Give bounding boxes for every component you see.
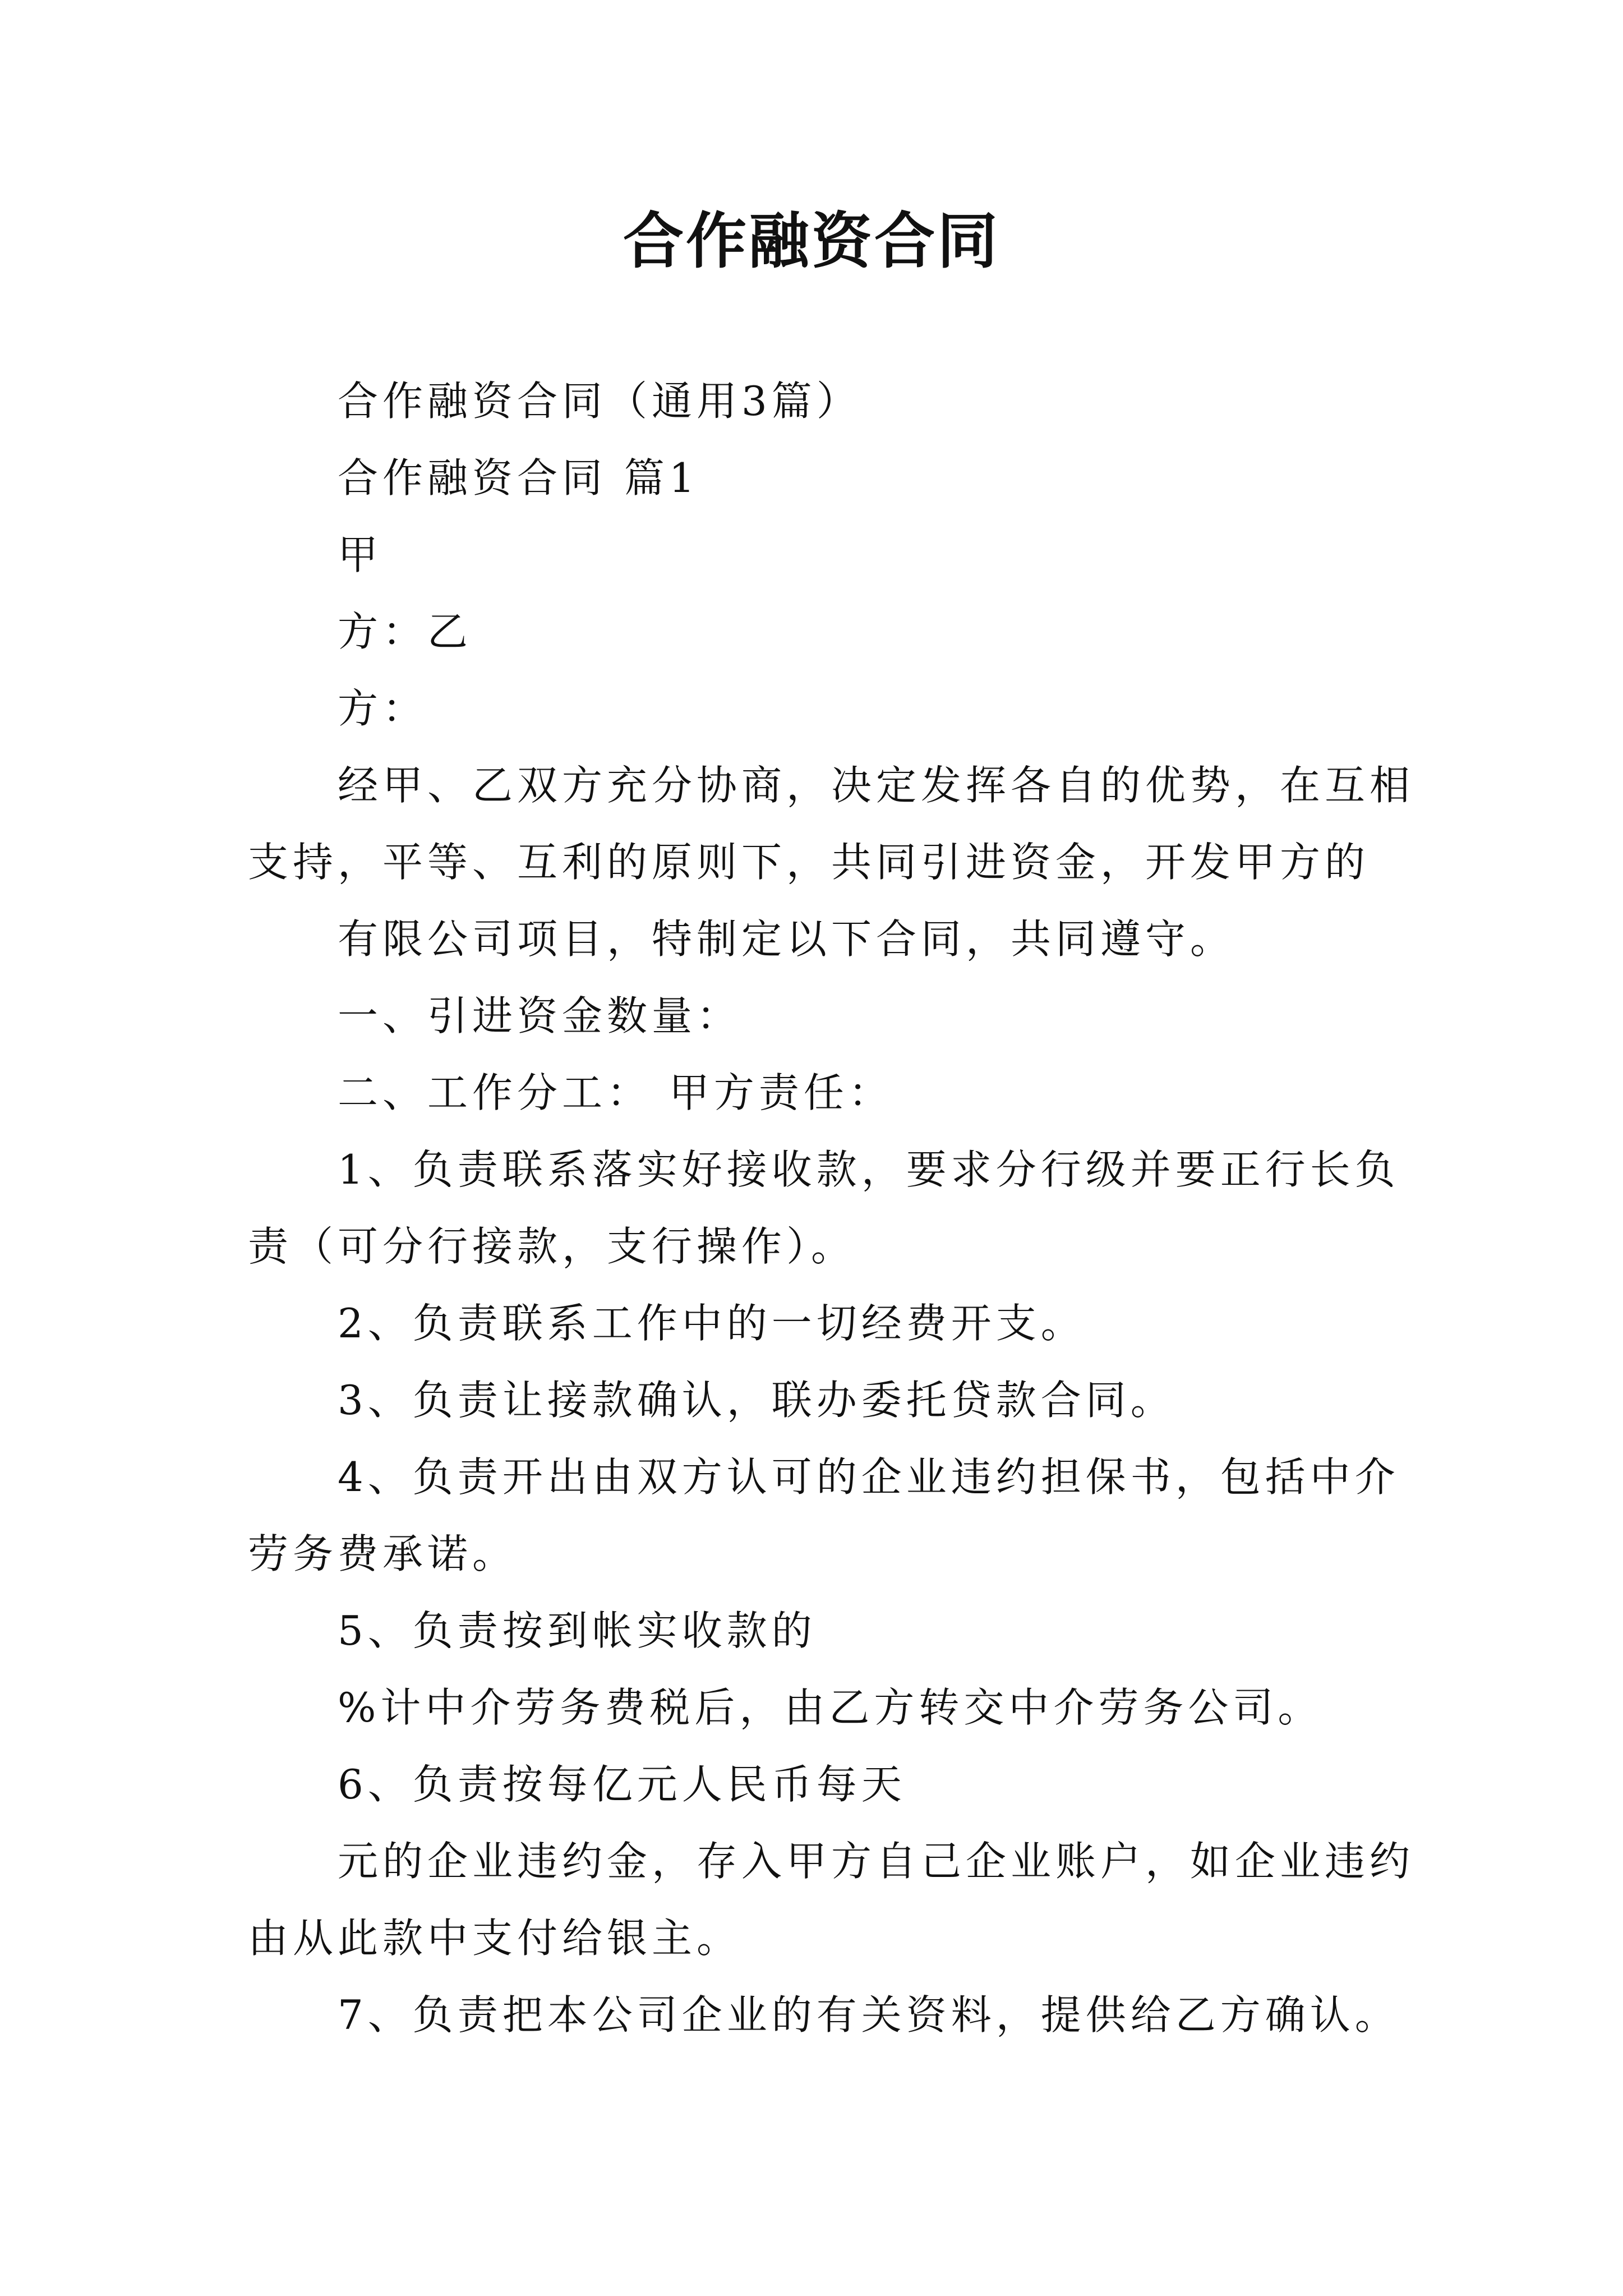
party-b-label: 方：乙 — [338, 608, 473, 655]
clause-item: 4、负责开出由双方认可的企业违约担保书，包括中介 — [338, 1453, 1400, 1501]
document-title: 合作融资合同 — [623, 206, 1000, 277]
clause-item: 劳务费承诺。 — [248, 1530, 518, 1577]
clause-item: 6、负责按每亿元人民币每天 — [338, 1761, 906, 1808]
clause-item: 5、负责按到帐实收款的 — [338, 1607, 817, 1654]
clause-heading: 一、引进资金数量： — [338, 992, 742, 1039]
paragraph-line: 支持，平等、互利的原则下，共同引进资金，开发甲方的 — [248, 839, 1370, 886]
party-line: 方： — [338, 685, 428, 732]
clause-item: 2、负责联系工作中的一切经费开支。 — [338, 1300, 1086, 1347]
paragraph-line: 有限公司项目，特制定以下合同，共同遵守。 — [338, 915, 1235, 963]
clause-item: 责（可分行接款，支行操作）。 — [248, 1223, 856, 1270]
party-a-label: 甲 — [338, 531, 383, 578]
clause-item: %计中介劳务费税后，由乙方转交中介劳务公司。 — [338, 1684, 1323, 1731]
paragraph-line: 经甲、乙双方充分协商，决定发挥各自的优势，在互相 — [338, 762, 1415, 809]
clause-item: 1、负责联系落实好接收款，要求分行级并要正行长负 — [338, 1146, 1400, 1193]
section-heading: 合作融资合同 篇1 — [338, 454, 699, 501]
clause-heading: 二、工作分工： 甲方责任： — [338, 1069, 893, 1116]
clause-item: 由从此款中支付给银主。 — [248, 1915, 742, 1962]
subtitle-line: 合作融资合同（通用3篇） — [338, 378, 861, 425]
clause-item: 7、负责把本公司企业的有关资料，提供给乙方确认。 — [338, 1991, 1400, 2039]
clause-item: 3、负责让接款确认，联办委托贷款合同。 — [338, 1377, 1175, 1424]
clause-item: 元的企业违约金，存入甲方自己企业账户，如企业违约 — [338, 1838, 1415, 1885]
